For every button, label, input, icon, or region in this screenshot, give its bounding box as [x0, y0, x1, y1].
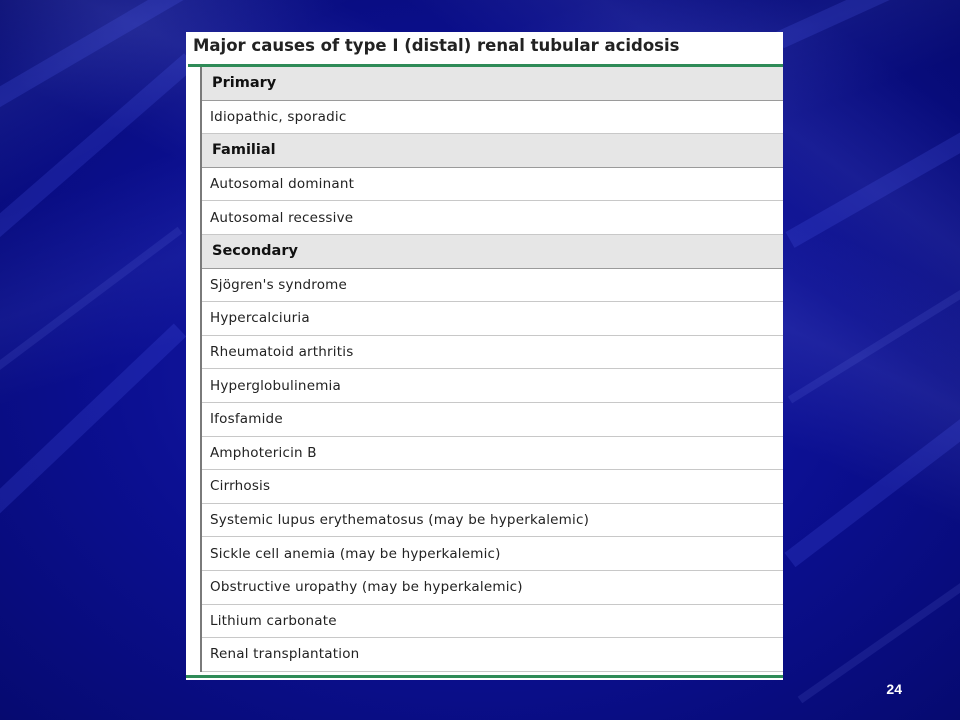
cause-label: Obstructive uropathy (may be hyperkalemic)	[210, 579, 523, 596]
table-row	[202, 336, 783, 370]
cause-label: Sjögren's syndrome	[210, 276, 348, 293]
page-number: 24	[886, 681, 902, 697]
table-row	[202, 369, 783, 403]
table-row	[202, 437, 783, 471]
cause-label: Amphotericin B	[210, 444, 317, 461]
cause-label: Autosomal recessive	[210, 209, 354, 226]
section-heading-familial	[202, 134, 783, 168]
section-heading-primary	[202, 67, 783, 101]
table-title: Major causes of type I (distal) renal tubular acidosis	[193, 36, 680, 55]
cause-label: Autosomal dominant	[210, 176, 355, 193]
table-row	[202, 605, 783, 639]
cause-label: Hyperglobulinemia	[210, 377, 341, 394]
cause-label: Lithium carbonate	[210, 612, 337, 629]
cause-label: Renal transplantation	[210, 646, 360, 663]
table-row	[202, 470, 783, 504]
table-row	[202, 571, 783, 605]
section-heading-label: Familial	[212, 142, 276, 159]
table-row	[202, 302, 783, 336]
table-row	[202, 638, 783, 672]
rta-causes-table	[186, 32, 783, 680]
table-row	[202, 537, 783, 571]
bottom-divider	[186, 675, 783, 678]
table-row	[202, 403, 783, 437]
table-row	[202, 504, 783, 538]
cause-label: Ifosfamide	[210, 411, 283, 428]
table-row	[202, 201, 783, 235]
table-row	[202, 101, 783, 135]
cause-label: Rheumatoid arthritis	[210, 344, 354, 361]
cause-label: Cirrhosis	[210, 478, 271, 495]
cause-label: Systemic lupus erythematosus (may be hyperkalemic)	[210, 512, 590, 529]
section-heading-label: Primary	[212, 75, 277, 92]
cause-label: Idiopathic, sporadic	[210, 108, 347, 125]
cause-label: Hypercalciuria	[210, 310, 310, 327]
table-row	[202, 168, 783, 202]
section-heading-label: Secondary	[212, 243, 298, 260]
table-body	[200, 67, 783, 672]
table-row	[202, 269, 783, 303]
section-heading-secondary	[202, 235, 783, 269]
cause-label: Sickle cell anemia (may be hyperkalemic)	[210, 545, 501, 562]
